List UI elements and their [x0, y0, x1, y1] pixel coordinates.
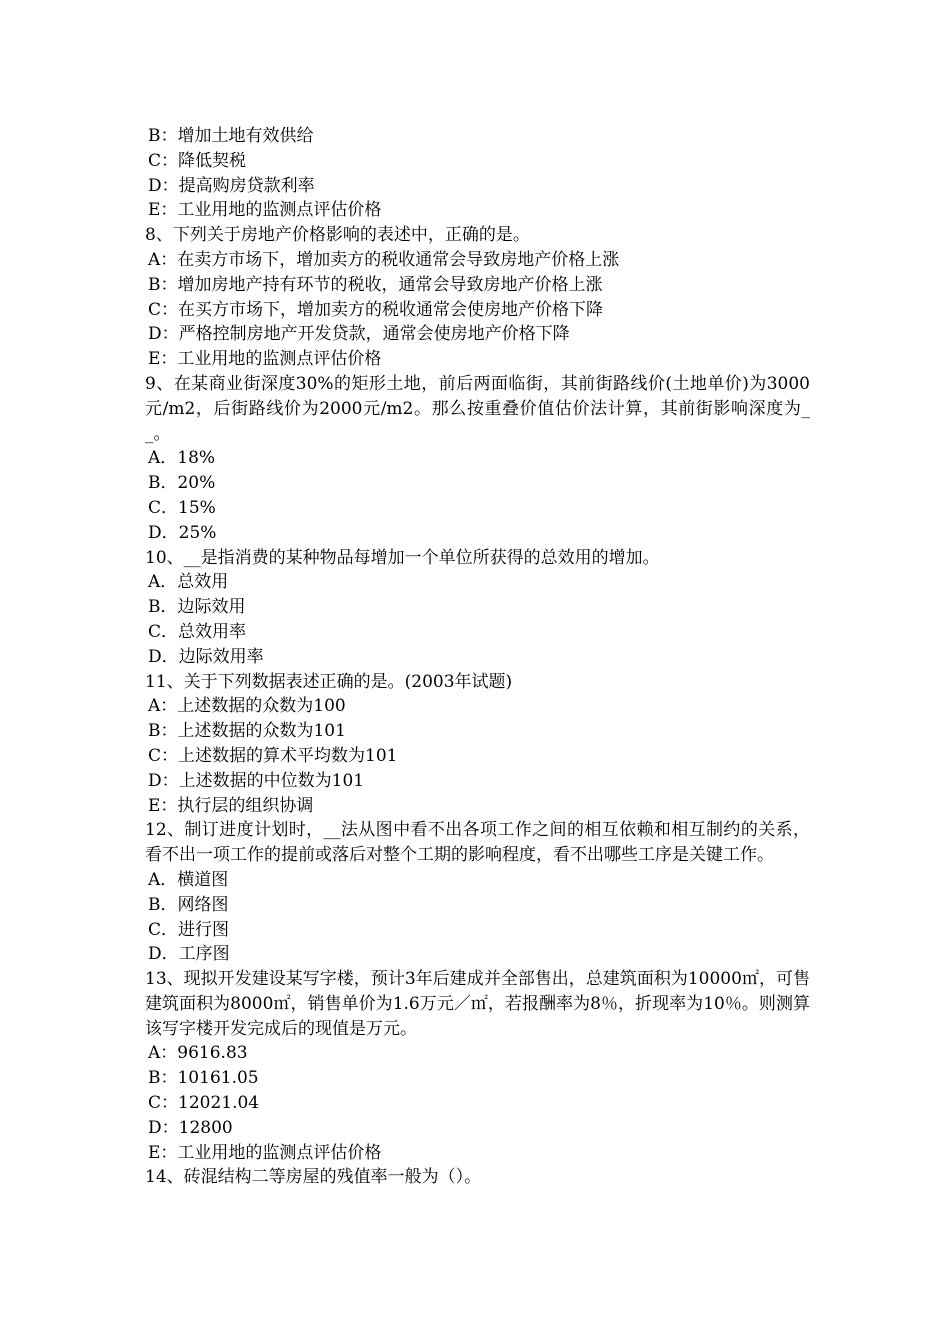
answer-option: C．进行图 — [148, 919, 230, 940]
question-text: 13、现拟开发建设某写字楼，预计3年后建成并全部售出，总建筑面积为10000㎡，可售建筑面积为8000㎡，销售单价为1.6万元／㎡，若报酬率为8％，折现率为10％。则测算该写字楼开发完成后的现值是万元。 — [145, 969, 810, 1039]
answer-option: A．18% — [148, 448, 216, 469]
answer-option: C：上述数据的算术平均数为101 — [148, 745, 398, 766]
answer-option: B：增加土地有效供给 — [148, 126, 314, 146]
question-text: 9、在某商业街深度30%的矩形土地，前后两面临街，其前街路线价(土地单价)为3000元/m2，后街路线价为2000元/m2。那么按重叠价值估价法计算，其前街影响深度为__。 — [145, 373, 810, 444]
answer-option: C．总效用率 — [148, 621, 247, 642]
answer-option: E：工业用地的监测点评估价格 — [148, 1142, 382, 1163]
answer-option: D：12800 — [148, 1117, 233, 1138]
answer-option: B：上述数据的众数为101 — [148, 721, 346, 742]
answer-option: D．工序图 — [148, 944, 230, 965]
document-body — [145, 124, 810, 1190]
answer-option: A．横道图 — [148, 869, 229, 890]
question-text: 14、砖混结构二等房屋的残值率一般为（）。 — [145, 1167, 482, 1188]
answer-option: E：执行层的组织协调 — [148, 795, 314, 816]
answer-option: A：9616.83 — [148, 1043, 248, 1064]
answer-option: D．25% — [148, 522, 217, 543]
answer-option: D．边际效用率 — [148, 646, 264, 667]
answer-option: B：10161.05 — [148, 1068, 259, 1089]
answer-option: B：增加房地产持有环节的税收，通常会导致房地产价格上涨 — [148, 274, 603, 295]
question-text: 11、关于下列数据表述正确的是。(2003年试题) — [145, 671, 513, 692]
question-text: 10、__是指消费的某种物品每增加一个单位所获得的总效用的增加。 — [145, 547, 660, 568]
answer-option: A．总效用 — [148, 572, 229, 593]
answer-option: B．网络图 — [148, 894, 229, 915]
answer-option: C．15% — [148, 497, 216, 518]
answer-option: A：上述数据的众数为100 — [148, 696, 346, 717]
answer-option: B．边际效用 — [148, 597, 246, 618]
answer-option: E：工业用地的监测点评估价格 — [148, 200, 382, 221]
answer-option: D：提高购房贷款利率 — [148, 175, 315, 196]
answer-option: B．20% — [148, 473, 216, 494]
answer-option: E：工业用地的监测点评估价格 — [148, 349, 382, 370]
answer-option: D：严格控制房地产开发贷款，通常会使房地产价格下降 — [148, 324, 570, 345]
question-text: 12、制订进度计划时，__法从图中看不出各项工作之间的相互依赖和相互制约的关系，看不出一项工作的提前或落后对整个工期的影响程度，看不出哪些工序是关键工作。 — [145, 820, 810, 866]
answer-option: C：在买方市场下，增加卖方的税收通常会使房地产价格下降 — [148, 299, 604, 320]
answer-option: C：降低契税 — [148, 150, 247, 171]
question-text: 8、下列关于房地产价格影响的表述中，正确的是。 — [145, 225, 530, 246]
answer-option: A：在卖方市场下，增加卖方的税收通常会导致房地产价格上涨 — [148, 249, 620, 270]
answer-option: D：上述数据的中位数为101 — [148, 770, 365, 791]
answer-option: C：12021.04 — [148, 1093, 260, 1114]
